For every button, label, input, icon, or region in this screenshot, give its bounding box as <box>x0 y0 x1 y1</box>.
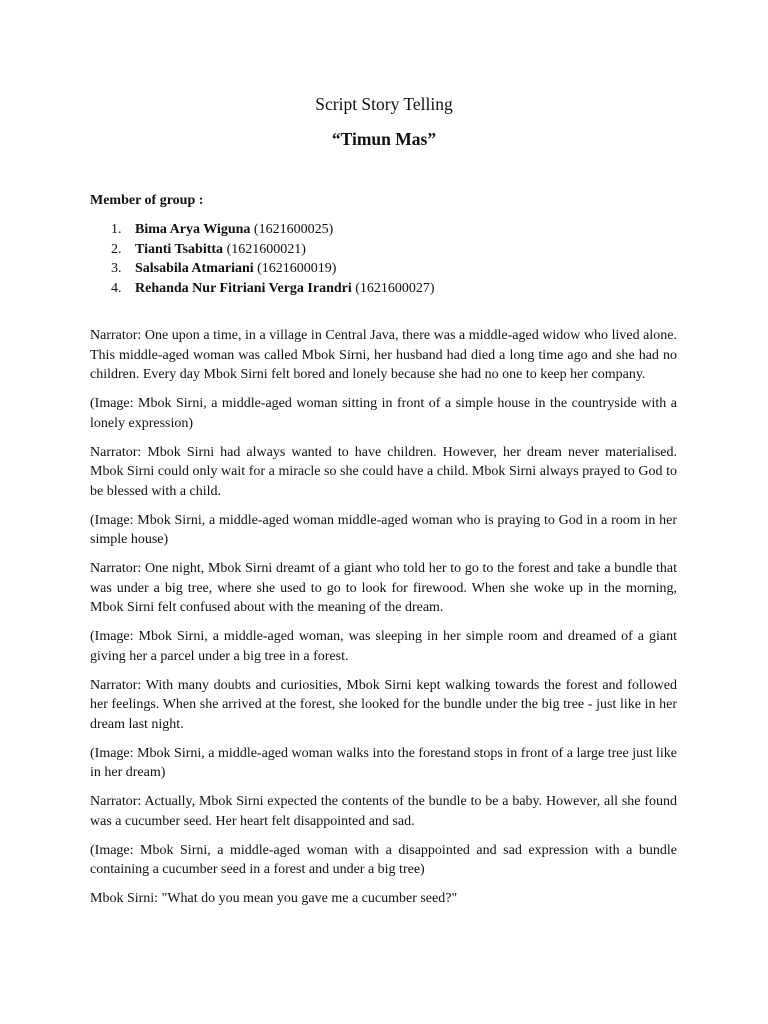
member-name: Salsabila Atmariani <box>135 261 254 277</box>
member-id: (1621600027) <box>355 281 435 297</box>
story-paragraph: Narrator: One night, Mbok Sirni dreamt of a giant who told her to go to the forest and take a bundle that was under a big tree, where she used to go to look for firewood. When she woke up in the morning, Mbok Sirni felt confused about with the meaning of the dream. <box>90 561 677 615</box>
member-number: 2. <box>111 241 122 257</box>
member-number: 3. <box>111 261 122 277</box>
member-item <box>90 220 435 240</box>
member-name: Tianti Tsabitta <box>135 241 224 257</box>
story-paragraph: (Image: Mbok Sirni, a middle-aged woman, was sleeping in her simple room and dreamed of a giant giving her a parcel under a big tree in a forest. <box>90 629 677 664</box>
member-item <box>90 240 435 260</box>
member-list <box>90 220 435 299</box>
member-item <box>90 279 435 299</box>
member-id: (1621600021) <box>226 241 306 257</box>
story-paragraph: Narrator: One upon a time, in a village in Central Java, there was a middle-aged widow who lived alone. This middle-aged woman was called Mbok Sirni, her husband had died a long time ago and she had no children. Every day Mbok Sirni felt bored and lonely because she had no one to keep her company. <box>90 328 677 382</box>
story-paragraph: (Image: Mbok Sirni, a middle-aged woman with a disappointed and sad expression with a bundle containing a cucumber seed in a forest and under a big tree) <box>90 842 677 877</box>
story-paragraph: (Image: Mbok Sirni, a middle-aged woman walks into the forestand stops in front of a large tree just like in her dream) <box>90 745 677 780</box>
story-body <box>90 326 677 918</box>
story-paragraph: Narrator: Mbok Sirni had always wanted to have children. However, her dream never materialised. Mbok Sirni could only wait for a miracle so she could have a child. Mbok Sirni always prayed to God to be blessed with a child. <box>90 444 677 499</box>
story-paragraph: (Image: Mbok Sirni, a middle-aged woman sitting in front of a simple house in the countryside with a lonely expression) <box>90 396 677 431</box>
member-id: (1621600025) <box>253 222 334 237</box>
story-paragraph: Narrator: Actually, Mbok Sirni expected the contents of the bundle to be a baby. However, all she found was a cucumber seed. Her heart felt disappointed and sad. <box>90 794 677 829</box>
member-name: Bima Arya Wiguna <box>135 222 251 237</box>
document-title: Script Story Telling <box>315 94 453 114</box>
document-subtitle: “Timun Mas” <box>331 129 437 149</box>
member-id: (1621600019) <box>257 261 337 277</box>
member-number: 1. <box>111 222 122 237</box>
members-heading: Member of group : <box>90 193 204 208</box>
story-paragraph: (Image: Mbok Sirni, a middle-aged woman middle-aged woman who is praying to God in a room in her simple house) <box>90 512 677 547</box>
member-item <box>90 259 435 279</box>
story-paragraph: Narrator: With many doubts and curiosities, Mbok Sirni kept walking towards the forest and followed her feelings. When she arrived at the forest, she looked for the bundle under the big tree - just like in her dream last night. <box>90 677 677 732</box>
story-paragraph: Mbok Sirni: "What do you mean you gave me a cucumber seed?" <box>90 891 458 906</box>
member-name: Rehanda Nur Fitriani Verga Irandri <box>135 281 352 297</box>
member-number: 4. <box>111 281 122 297</box>
